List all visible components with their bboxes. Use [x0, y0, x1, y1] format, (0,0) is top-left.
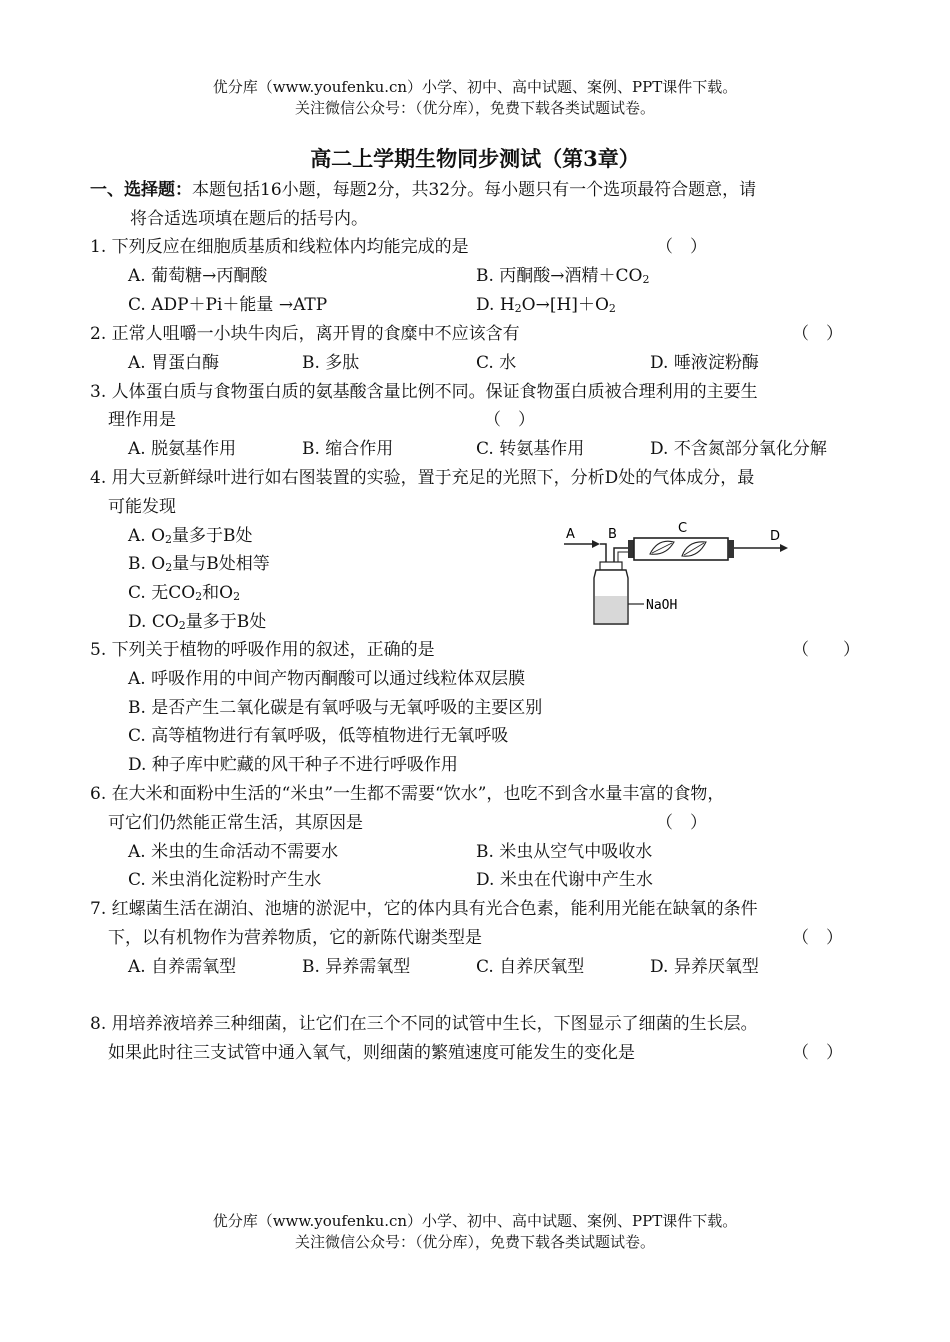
page-title: 高二上学期生物同步测试（第3章）	[310, 146, 640, 171]
q2-option-a: A. 胃蛋白酶	[128, 353, 220, 373]
q1-option-d-sub-1: 2	[514, 302, 522, 315]
q7-stem-1: 7. 红螺菌生活在湖泊、池塘的淤泥中，它的体内具有光合色素，能利用光能在缺氧的条件	[90, 899, 758, 919]
q2-option-c: C. 水	[476, 353, 517, 373]
naoh-bottle-stopper	[600, 562, 622, 570]
label-a: A	[566, 527, 575, 542]
q4-stem-2: 可能发现	[108, 497, 176, 517]
q3-option-a: A. 脱氨基作用	[128, 439, 237, 459]
q1-option-d-text-2: O→[H]＋O	[521, 295, 609, 315]
q4-apparatus-figure	[558, 512, 794, 630]
page-header-line-1: 优分库（www.youfenku.cn）小学、初中、高中试题、案例、PPT课件下载。	[212, 78, 738, 96]
q2-answer-blank: （ ）	[792, 324, 843, 344]
q1-option-b	[476, 262, 650, 290]
page-footer-line-1: 优分库（www.youfenku.cn）小学、初中、高中试题、案例、PPT课件下载。	[212, 1212, 738, 1230]
q6-option-b: B. 米虫从空气中吸收水	[476, 842, 653, 862]
q5-stem: 5. 下列关于植物的呼吸作用的叙述，正确的是	[90, 640, 435, 660]
q1-option-a: A. 葡萄糖→丙酮酸	[128, 266, 268, 286]
q4-option-c-sub-2: 2	[233, 590, 241, 603]
q4-option-b-text-2: 量与B处相等	[172, 554, 270, 574]
q1-option-b-sub: 2	[642, 273, 650, 286]
outlet-arrow-head	[780, 544, 788, 552]
q5-option-a: A. 呼吸作用的中间产物丙酮酸可以通过线粒体双层膜	[128, 669, 526, 689]
q1-option-d	[476, 291, 616, 319]
q4-option-b-text-1: B. O	[128, 554, 166, 574]
q7-option-b: B. 异养需氧型	[302, 957, 411, 977]
q2-stem: 2. 正常人咀嚼一小块牛肉后，离开胃的食糜中不应该含有	[90, 324, 520, 344]
q4-option-d-text-2: 量多于B处	[185, 612, 267, 632]
q6-option-a: A. 米虫的生命活动不需要水	[128, 842, 339, 862]
q6-stem-1: 6. 在大米和面粉中生活的“米虫”一生都不需要“饮水”，也吃不到含水量丰富的食物，	[90, 784, 725, 804]
q7-stem-2: 下，以有机物作为营养物质，它的新陈代谢类型是	[108, 928, 482, 948]
q8-answer-blank: （ ）	[792, 1043, 843, 1063]
q1-option-c: C. ADP＋Pi＋能量 →ATP	[128, 295, 328, 315]
section-text-2: 将合适选项填在题后的括号内。	[130, 209, 368, 229]
right-clamp	[728, 540, 734, 558]
label-naoh: NaOH	[646, 598, 678, 613]
inlet-arrow-head	[592, 540, 600, 548]
q4-option-a-text-2: 量多于B处	[172, 526, 253, 546]
label-b: B	[608, 527, 617, 542]
q1-answer-blank: （ ）	[656, 237, 707, 257]
page-footer-line-2: 关注微信公众号：（优分库），免费下载各类试题试卷。	[294, 1233, 655, 1251]
naoh-solution	[595, 596, 627, 623]
left-clamp	[628, 540, 634, 558]
q6-option-d: D. 米虫在代谢中产生水	[476, 870, 653, 890]
label-d: D	[770, 529, 781, 544]
q8-stem-2: 如果此时往三支试管中通入氧气，则细菌的繁殖速度可能发生的变化是	[108, 1043, 635, 1063]
section-text-1: 本题包括16小题，每题2分，共32分。每小题只有一个选项最符合题意，请	[192, 180, 757, 200]
q5-option-b: B. 是否产生二氧化碳是有氧呼吸与无氧呼吸的主要区别	[128, 698, 543, 718]
q6-stem-2: 可它们仍然能正常生活，其原因是	[108, 813, 363, 833]
q1-option-d-text-1: D. H	[476, 295, 515, 315]
q8-stem-1: 8. 用培养液培养三种细菌，让它们在三个不同的试管中生长，下图显示了细菌的生长层。	[90, 1014, 758, 1034]
q7-option-c: C. 自养厌氧型	[476, 957, 585, 977]
q4-option-a-text-1: A. O	[128, 526, 166, 546]
section-label: 一、选择题：	[90, 180, 192, 200]
q1-option-d-sub-2: 2	[608, 302, 616, 315]
q6-option-c: C. 米虫消化淀粉时产生水	[128, 870, 322, 890]
q3-option-d: D. 不含氮部分氧化分解	[650, 439, 827, 459]
q4-option-d-sub: 2	[178, 619, 186, 632]
q4-option-d-text-1: D. CO	[128, 612, 179, 632]
q4-option-c	[128, 579, 240, 607]
q4-option-d	[128, 608, 266, 636]
q5-answer-blank: （ ）	[792, 640, 860, 660]
q2-option-d: D. 唾液淀粉酶	[650, 353, 759, 373]
q1-option-b-text: B. 丙酮酸→酒精＋CO	[476, 266, 643, 286]
label-c: C	[678, 521, 688, 536]
q4-option-c-text-1: C. 无CO	[128, 583, 196, 603]
q4-option-a	[128, 522, 253, 550]
leaf-chamber	[634, 538, 728, 560]
q4-option-c-text-2: 和O	[202, 583, 234, 603]
q3-option-c: C. 转氨基作用	[476, 439, 585, 459]
q4-option-a-sub: 2	[165, 533, 173, 546]
page-header-line-2: 关注微信公众号：（优分库），免费下载各类试题试卷。	[294, 99, 655, 117]
q4-option-b-sub: 2	[165, 561, 173, 574]
q3-option-b: B. 缩合作用	[302, 439, 394, 459]
q6-answer-blank: （ ）	[656, 813, 707, 833]
q5-option-d: D. 种子库中贮藏的风干种子不进行呼吸作用	[128, 755, 458, 775]
q3-stem-1: 3. 人体蛋白质与食物蛋白质的氨基酸含量比例不同。保证食物蛋白质被合理利用的主要生	[90, 382, 758, 402]
q4-option-b	[128, 550, 270, 578]
q7-option-a: A. 自养需氧型	[128, 957, 237, 977]
section-instructions	[90, 176, 756, 204]
q2-option-b: B. 多肽	[302, 353, 360, 373]
q5-option-c: C. 高等植物进行有氧呼吸，低等植物进行无氧呼吸	[128, 726, 509, 746]
q7-option-d: D. 异养厌氧型	[650, 957, 759, 977]
q4-option-c-sub-1: 2	[195, 590, 203, 603]
q1-stem: 1. 下列反应在细胞质基质和线粒体内均能完成的是	[90, 237, 469, 257]
q3-answer-blank: （ ）	[484, 410, 535, 430]
q4-stem-1: 4. 用大豆新鲜绿叶进行如右图装置的实验，置于充足的光照下，分析D处的气体成分，最	[90, 468, 755, 488]
q3-stem-2: 理作用是	[108, 410, 176, 430]
q7-answer-blank: （ ）	[792, 928, 843, 948]
